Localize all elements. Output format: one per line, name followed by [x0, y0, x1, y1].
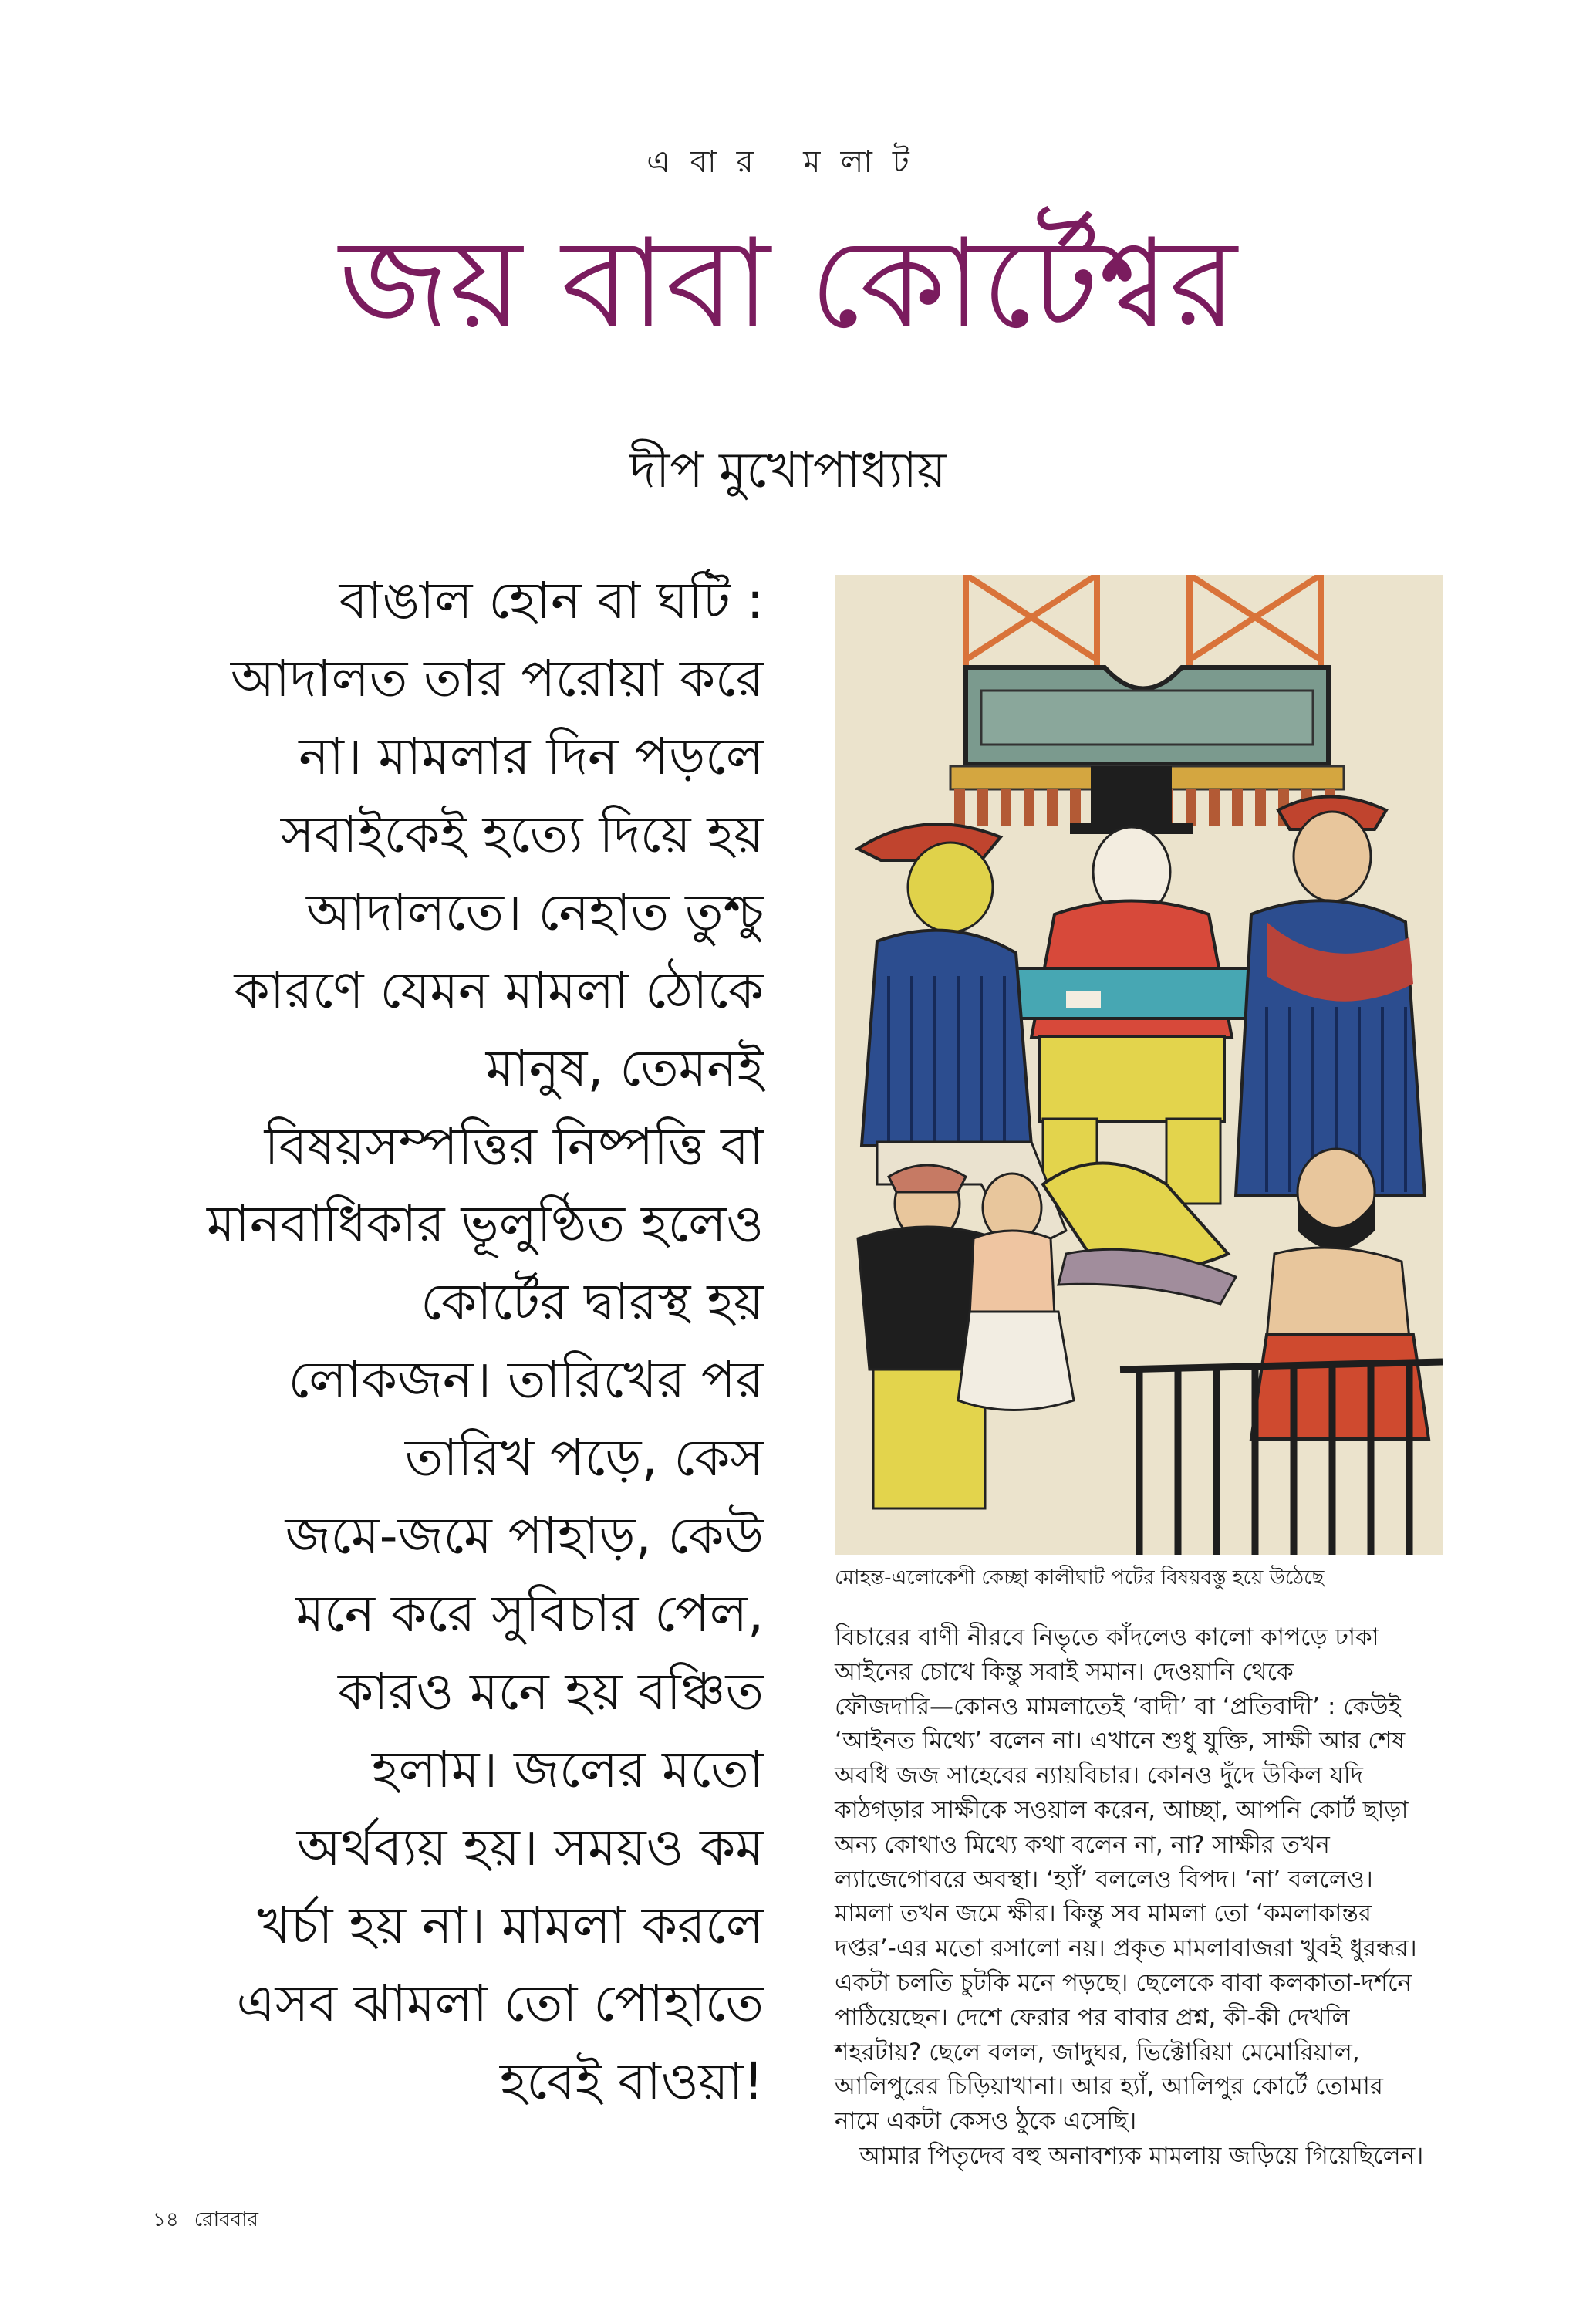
kalighat-painting	[835, 575, 1443, 1555]
intro-line: হলাম। জলের মতো	[371, 1740, 764, 1799]
intro-line: সবাইকেই হত্যে দিয়ে হয়	[280, 805, 764, 864]
body-line: দপ্তর’-এর মতো রসালো নয়। প্রকৃত মামলাবাজরা খুবই ধুরন্ধর।	[835, 1934, 1417, 1963]
publication-name: রোববার	[194, 2208, 258, 2231]
article-title: জয় বাবা কোর্টেশ্বর	[339, 211, 1237, 356]
figure-caption: মোহন্ত-এলোকেশী কেচ্ছা কালীঘাট পটের বিষয়বস্তু হয়ে উঠেছে	[835, 1566, 1325, 1589]
intro-line: কারণে যেমন মামলা ঠোকে	[234, 961, 764, 1020]
intro-line: আদালত তার পরোয়া করে	[230, 649, 764, 708]
body-line: একটা চলতি চুটকি মনে পড়ছে। ছেলেকে বাবা কলকাতা-দর্শনে	[835, 1968, 1412, 1997]
body-line: পাঠিয়েছেন। দেশে ফেরার পর বাবার প্রশ্ন, কী-কী দেখলি	[835, 2003, 1350, 2032]
intro-paragraph	[131, 562, 764, 2120]
body-line: ল্যাজেগোবরে অবস্থা। ‘হ্যাঁ’ বললেও বিপদ। ‘না’ বললেও।	[835, 1865, 1373, 1893]
body-line: আইনের চোখে কিন্তু সবাই সমান। দেওয়ানি থেকে	[835, 1657, 1294, 1686]
intro-line: এসব ঝামলা তো পোহাতে	[236, 1974, 764, 2033]
body-line: ‘আইনত মিথ্যে’ বলেন না। এখানে শুধু যুক্তি, সাক্ষী আর শেষ	[835, 1727, 1406, 1755]
body-line: আমার পিতৃদেব বহু অনাবশ্যক মামলায় জড়িয়ে গিয়েছিলেন।	[859, 2141, 1424, 2170]
page-number: ১৪	[153, 2208, 179, 2231]
intro-line: তারিখ পড়ে, কেস	[404, 1428, 764, 1488]
intro-line: আদালতে। নেহাত তুশ্চু	[306, 883, 764, 942]
intro-line: বাঙাল হোন বা ঘটি :	[339, 571, 764, 630]
intro-line: না। মামলার দিন পড়লে	[299, 727, 764, 786]
page-footer	[153, 2204, 258, 2238]
intro-line: কোর্টের দ্বারস্থ হয়	[420, 1272, 764, 1332]
author-byline: দীপ মুখোপাধ্যায়	[629, 442, 947, 499]
intro-line: মানবাধিকার ভূলুণ্ঠিত হলেও	[207, 1194, 764, 1254]
body-line: আলিপুরের চিড়িয়াখানা। আর হ্যাঁ, আলিপুর কোর্টে তোমার	[835, 2072, 1383, 2101]
intro-line: মনে করে সুবিচার পেল,	[295, 1584, 764, 1643]
body-line: শহরটায়? ছেলে বলল, জাদুঘর, ভিক্টোরিয়া মেমোরিয়াল,	[835, 2038, 1360, 2066]
body-line: কাঠগড়ার সাক্ষীকে সওয়াল করেন, আচ্ছা, আপনি কোর্ট ছাড়া	[835, 1795, 1409, 1824]
intro-line: বিষয়সম্পত্তির নিষ্পত্তি বা	[264, 1116, 764, 1176]
body-line: নামে একটা কেসও ঠুকে এসেছি।	[835, 2107, 1137, 2136]
intro-line: লোকজন। তারিখের পর	[288, 1350, 764, 1410]
intro-line: জমে-জমে পাহাড়, কেউ	[285, 1506, 764, 1566]
body-line: অবধি জজ সাহেবের ন্যায়বিচার। কোনও দুঁদে উকিল যদি	[835, 1762, 1363, 1790]
body-line: ফৌজদারি—কোনও মামলাতেই ‘বাদী’ বা ‘প্রতিবাদী’ : কেউই	[835, 1692, 1401, 1721]
intro-line: অর্থব্যয় হয়। সময়ও কম	[296, 1818, 764, 1877]
body-line: বিচারের বাণী নীরবে নিভৃতে কাঁদলেও কালো কাপড়ে ঢাকা	[835, 1623, 1379, 1651]
intro-line: হবেই বাওয়া!	[499, 2052, 764, 2111]
intro-line: কারও মনে হয় বঞ্চিত	[337, 1662, 764, 1721]
body-line: অন্য কোথাও মিথ্যে কথা বলেন না, না? সাক্ষীর তখন	[835, 1830, 1330, 1859]
body-paragraph	[835, 1620, 1475, 2174]
body-line: মামলা তখন জমে ক্ষীর। কিন্তু সব মামলা তো ‘কমলাকান্তর	[835, 1900, 1372, 1928]
intro-line: মানুষ, তেমনই	[485, 1039, 764, 1098]
intro-line: খর্চা হয় না। মামলা করলে	[257, 1896, 764, 1955]
section-kicker: এবার মলাট	[646, 144, 930, 180]
